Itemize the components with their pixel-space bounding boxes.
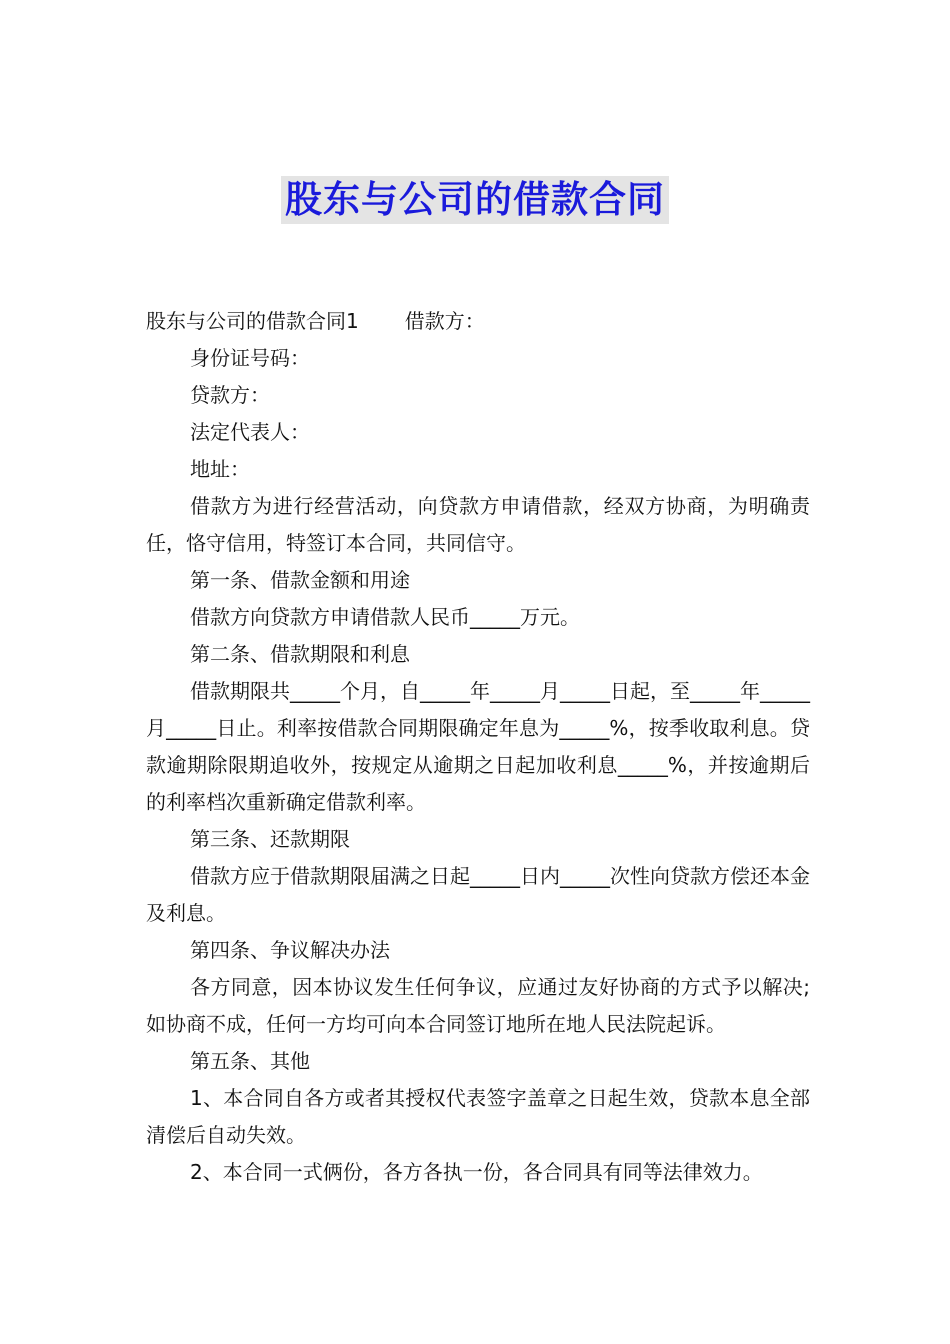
article-1-text: 借款方向贷款方申请借款人民币_____万元。	[190, 605, 580, 629]
article-4-text: 各方同意，因本协议发生任何争议，应通过友好协商的方式予以解决;如协商不成，任何一方均可向本合同签订地所在地人民法院起诉。	[146, 975, 810, 1036]
article-1-heading: 第一条、借款金额和用途	[190, 568, 410, 592]
legal-rep-line: 法定代表人：	[190, 420, 310, 444]
intro-line	[146, 303, 810, 340]
article-5-item-2: 2、本合同一式俩份，各方各执一份，各合同具有同等法律效力。	[190, 1160, 763, 1184]
title-container	[0, 176, 950, 224]
preamble-paragraph: 借款方为进行经营活动，向贷款方申请借款，经双方协商，为明确责任，恪守信用，特签订本合同，共同信守。	[146, 494, 810, 555]
lender-line: 贷款方：	[190, 383, 270, 407]
address-line: 地址：	[190, 457, 250, 481]
article-5-heading: 第五条、其他	[190, 1049, 310, 1073]
borrower-label: 借款方：	[404, 309, 485, 333]
id-number-line: 身份证号码：	[190, 346, 310, 370]
article-5-item-1: 1、本合同自各方或者其授权代表签字盖章之日起生效，贷款本息全部清偿后自动失效。	[146, 1086, 810, 1147]
article-2-text: 借款期限共_____个月，自_____年_____月_____日起，至_____年_____月_____日止。利率按借款合同期限确定年息为_____%，按季收取利息。贷款逾期除限期追收外，按规定从逾期之日起加收利息_____%，并按逾期后的利率档次重新确定借款利率。	[146, 679, 810, 814]
document-body	[146, 303, 810, 1191]
article-3-text: 借款方应于借款期限届满之日起_____日内_____次性向贷款方偿还本金及利息。	[146, 864, 810, 925]
intro-heading: 股东与公司的借款合同1	[146, 309, 359, 333]
article-2-heading: 第二条、借款期限和利息	[190, 642, 410, 666]
document-title: 股东与公司的借款合同	[281, 176, 669, 224]
article-3-heading: 第三条、还款期限	[190, 827, 350, 851]
article-4-heading: 第四条、争议解决办法	[190, 938, 390, 962]
